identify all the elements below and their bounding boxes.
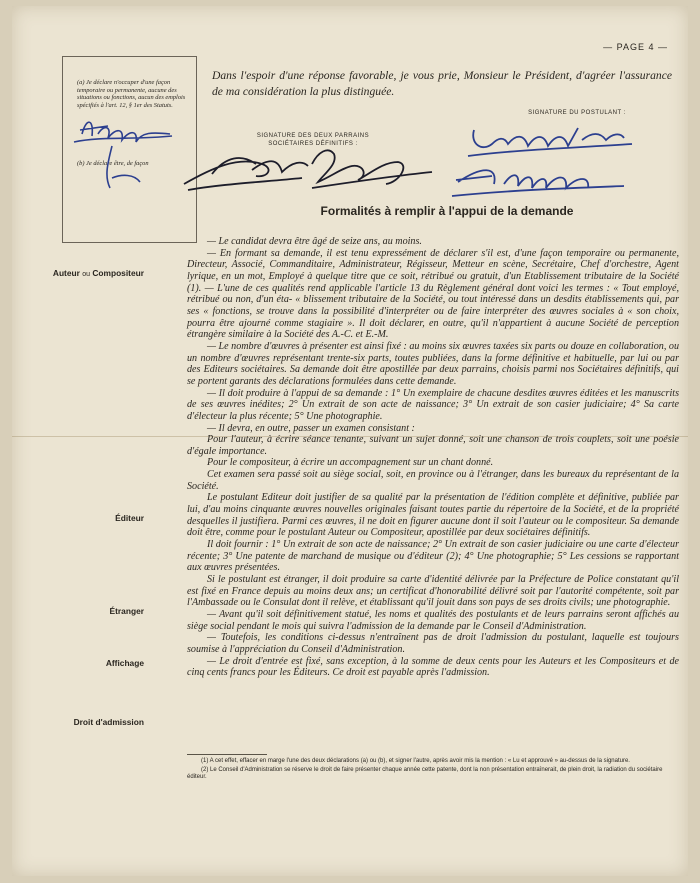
paragraph: — Avant qu'il soit définitivement statué, les noms et qualités des postulants et de leurs parrains seront affichés au siège social pendant le mois qui suivra l'admission de la demande par le Conseil d'Administration. [187, 609, 679, 632]
side-label-ou: ou [82, 271, 91, 278]
paragraph: — Le candidat devra être âgé de seize ans, au moins. [207, 236, 422, 247]
paragraph: — Toutefois, les conditions ci-dessus n'entraînent pas de droit l'admission du postulant, laquelle est toujours soumise à l'appréciation du Conseil d'Administration. [187, 632, 679, 655]
side-label-compositeur: Compositeur [92, 268, 144, 278]
paragraph: Il doit fournir : 1° Un extrait de son acte de naissance; 2° Un extrait de son casier judiciaire ou une carte d'électeur récente; 3° Une patente de marchand de musique ou d'éditeur (2); 4° Une photographie; 5° Les cessions se rapportant aux œuvres présentées. [187, 539, 679, 574]
paragraph: — Il doit produire à l'appui de sa demande : 1° Un exemplaire de chacune desdites œuvres éditées et les manuscrits de ses œuvres inédites; 2° Un extrait de son acte de naissance; 3° Un extrait de son casier judiciaire; 4° Sa carte d'électeur la plus récente; 5° Une photographie. [187, 387, 679, 422]
parrain-signature-2 [312, 150, 432, 188]
paragraph: — Il devra, en outre, passer un examen consistant : [207, 422, 415, 434]
section-heading: Formalités à remplir à l'appui de la demande [320, 204, 574, 218]
paragraph: Pour l'auteur, à écrire séance tenante, suivant un sujet donné, soit une chanson de trois couplets, soit une poésie d'égale importance. [187, 434, 679, 457]
footnote: (2) Le Conseil d'Administration se réserve le droit de faire présenter chaque année cette patente, dont la non présentation entraînerait, de plein droit, la radiation du sociétaire éditeur. [187, 766, 663, 780]
page-number: — PAGE 4 — [603, 42, 668, 52]
box-signature-a [74, 122, 172, 142]
side-label-etranger: Étranger [109, 606, 144, 616]
handwritten-signatures [12, 6, 688, 876]
box-signature-b [107, 146, 140, 188]
signature-postulant-label: SIGNATURE DU POSTULANT : [528, 110, 626, 116]
paragraph: — En formant sa demande, il est tenu expressément de déclarer s'il est, d'une façon temporaire ou permanente, Directeur, Associé, Commanditaire, Administrateur, Régisseur, Metteur en scène, Secrétaire, Chef d'orchestre, Agent lyrique, en un mot, Employé à quelque titre que ce soit, rétribué ou gratuit, d'un Etablissement tributaire de la Société (1). — L'une de ces qualités rend applicable l'article 13 du Règlement général dont voici les termes : « Tout employé, rétribué ou non, d'un éta- « blissement tributaire de la Société, ou tout intéressé dans un desdits établissements qui, par ses « fonctions, se trouve dans la possibilité d'interpréter ou de faire interpréter des œuvres sociales à « son choix, pourra être ajourné comme stagiaire ». Il doit déclarer, en outre, qu'il n'appartient à aucune Société de perception étrangère similaire à la Société des A.-C. et E.-M. [187, 247, 679, 341]
paragraph: Le postulant Editeur doit justifier de sa qualité par la présentation de l'édition complète et définitive, publiée par lui, d'au moins cinquante œuvres nouvelles originales faisant toutes partie du répertoire de la Société, et de la propriété desquelles il justifiera. Parmi ces œuvres, il ne doit en figurer aucune dont il soit l'auteur ou le compositeur. Sa demande doit être, comme pour le postulant Auteur ou Compositeur, apostillée par deux sociétaires définitifs. [187, 492, 679, 539]
paragraph: Si le postulant est étranger, il doit produire sa carte d'identité délivrée par la Préfecture de Police constatant qu'il est fixé en France depuis au moins deux ans; un certificat d'honorabilité délivré soit par l'autorité compétente, soit par l'Ambassade ou le Consulat dont il relève, et établissant qu'il jouit dans son pays de ses droits civils; une photographie. [187, 574, 679, 609]
declaration-b: (b) Je déclare être, de façon [77, 160, 149, 167]
side-label-auteur: Auteur [52, 268, 80, 278]
side-label-editeur: Éditeur [115, 513, 144, 523]
paragraph: — Le nombre d'œuvres à présenter est ainsi fixé : au moins six œuvres taxées six parts ou douze en collaboration, ou un nombre d'œuvres représentant trente-six parts, toutes publiées, dans la forme définitive et habituelle, par lui ou par des Editeurs sociétaires. Sa demande doit être apostillée par deux parrains, choisis parmi nos Sociétaires définitifs, qui se portent garants des déclarations formulées dans cette demande. [187, 340, 679, 387]
postulant-signature-1 [468, 128, 632, 156]
parrain-signature-1 [184, 158, 308, 190]
footnote: (1) A cet effet, effacer en marge l'une des deux déclarations (a) ou (b), et signer l'autre, après avoir mis la mention : « Lu et approuvé » au-dessus de la signature. [201, 758, 630, 764]
paragraph: — Le droit d'entrée est fixé, sans exception, à la somme de deux cents pour les Auteurs et les Compositeurs et de cinq cents francs pour les Éditeurs. Ce droit est payable après l'admission. [187, 655, 679, 679]
closing-formula: Dans l'espoir d'une réponse favorable, je vous prie, Monsieur le Président, d'agréer l'assurance de ma considération la plus distinguée. [212, 69, 672, 98]
paragraph: Cet examen sera passé soit au siège social, soit, en province ou à l'étranger, dans les bureaux du représentant de la Société. [187, 469, 679, 492]
postulant-signature-2 [452, 170, 624, 196]
document-page [12, 6, 688, 876]
signature-parrains-label: SIGNATURE DES DEUX PARRAINS SOCIÉTAIRES DÉFINITIFS : [256, 133, 370, 147]
paragraph: Pour le compositeur, à écrire un accompagnement sur un chant donné. [207, 457, 494, 469]
side-label-droit: Droit d'admission [73, 717, 144, 727]
side-label-affichage: Affichage [105, 658, 144, 668]
declaration-a: (a) Je déclare n'occuper d'une façon temporaire ou permanente, aucune des situations ou fonctions, aucun des emplois spécifiés à l'art. 12, § 1er des Statuts. [77, 79, 186, 109]
